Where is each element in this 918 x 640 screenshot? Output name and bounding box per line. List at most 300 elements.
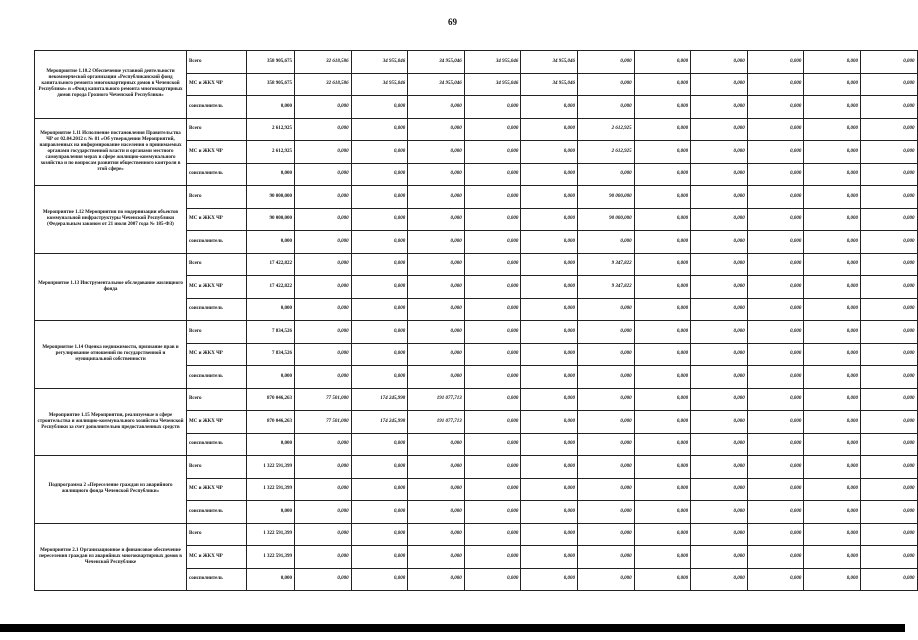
year-amount-cell: 0,000 xyxy=(351,118,408,141)
total-amount-cell: 358 905,675 xyxy=(247,73,295,96)
year-amount-cell: 0,000 xyxy=(634,96,691,119)
year-amount-cell: 0,000 xyxy=(295,456,352,479)
year-amount-cell: 0,000 xyxy=(747,388,804,411)
year-amount-cell: 0,000 xyxy=(577,321,634,344)
year-amount-cell: 0,000 xyxy=(521,433,578,456)
year-amount-cell: 0,000 xyxy=(804,276,861,299)
total-amount-cell: 0,000 xyxy=(247,568,295,591)
year-amount-cell: 0,000 xyxy=(860,343,917,366)
year-amount-cell: 0,000 xyxy=(860,208,917,231)
year-amount-cell: 0,000 xyxy=(577,456,634,479)
year-amount-cell: 0,000 xyxy=(804,321,861,344)
year-amount-cell: 0,000 xyxy=(408,141,465,164)
year-amount-cell: 0,000 xyxy=(521,298,578,321)
year-amount-cell: 0,000 xyxy=(860,478,917,501)
total-amount-cell: 0,000 xyxy=(247,96,295,119)
year-amount-cell: 0,000 xyxy=(804,388,861,411)
year-amount-cell: 0,000 xyxy=(747,343,804,366)
funding-source: соисполнитель xyxy=(187,501,247,524)
funding-source: соисполнитель xyxy=(187,433,247,456)
year-amount-cell: 0,000 xyxy=(634,163,691,186)
budget-table-body xyxy=(35,51,918,591)
year-amount-cell: 0,000 xyxy=(464,388,521,411)
year-amount-cell: 0,000 xyxy=(295,366,352,389)
year-amount-cell: 0,000 xyxy=(521,343,578,366)
funding-source: Всего xyxy=(187,186,247,209)
funding-source: соисполнитель xyxy=(187,298,247,321)
year-amount-cell: 0,000 xyxy=(804,478,861,501)
year-amount-cell: 34 955,046 xyxy=(351,73,408,96)
total-amount-cell: 1 322 591,399 xyxy=(247,456,295,479)
year-amount-cell: 0,000 xyxy=(804,51,861,74)
total-amount-cell: 1 322 591,399 xyxy=(247,523,295,546)
year-amount-cell: 0,000 xyxy=(804,411,861,434)
total-amount-cell: 17 422,822 xyxy=(247,253,295,276)
table-row xyxy=(35,51,918,74)
year-amount-cell: 0,000 xyxy=(464,501,521,524)
year-amount-cell: 0,000 xyxy=(691,253,748,276)
funding-source: МС и ЖКХ ЧР xyxy=(187,343,247,366)
year-amount-cell: 0,000 xyxy=(521,231,578,254)
year-amount-cell: 0,000 xyxy=(577,433,634,456)
year-amount-cell: 0,000 xyxy=(464,253,521,276)
year-amount-cell: 0,000 xyxy=(351,96,408,119)
year-amount-cell: 0,000 xyxy=(521,208,578,231)
measure-name: Мероприятие 1.13 Инструментальное обследование жилищного фонда xyxy=(35,253,187,321)
year-amount-cell: 0,000 xyxy=(521,118,578,141)
funding-source: МС и ЖКХ ЧР xyxy=(187,208,247,231)
year-amount-cell: 0,000 xyxy=(634,366,691,389)
year-amount-cell: 0,000 xyxy=(521,141,578,164)
year-amount-cell: 0,000 xyxy=(860,231,917,254)
total-amount-cell: 0,000 xyxy=(247,231,295,254)
year-amount-cell: 77 501,000 xyxy=(295,388,352,411)
year-amount-cell: 0,000 xyxy=(860,388,917,411)
year-amount-cell: 0,000 xyxy=(464,163,521,186)
table-row xyxy=(35,253,918,276)
year-amount-cell: 0,000 xyxy=(691,523,748,546)
year-amount-cell: 0,000 xyxy=(521,321,578,344)
funding-source: Всего xyxy=(187,51,247,74)
year-amount-cell: 0,000 xyxy=(464,366,521,389)
measure-name: Мероприятие 1.11 Исполнение постановления Правительства ЧР от 02.04.2012 г. № 81 «Об утверждении Мероприятий, направленных на информирование населения о принимаемых органами государственной власти и органами местного самоуправления мерах в сфере жилищно-коммунального хозяйства и по вопросам развития общественного контроля в этой сфере» xyxy=(35,118,187,186)
year-amount-cell: 0,000 xyxy=(408,96,465,119)
total-amount-cell: 1 322 591,399 xyxy=(247,478,295,501)
year-amount-cell: 0,000 xyxy=(464,208,521,231)
year-amount-cell: 0,000 xyxy=(295,231,352,254)
year-amount-cell: 34 955,046 xyxy=(521,73,578,96)
year-amount-cell: 0,000 xyxy=(351,366,408,389)
year-amount-cell: 0,000 xyxy=(634,51,691,74)
year-amount-cell: 0,000 xyxy=(860,321,917,344)
year-amount-cell: 0,000 xyxy=(634,568,691,591)
year-amount-cell: 0,000 xyxy=(464,478,521,501)
year-amount-cell: 0,000 xyxy=(408,231,465,254)
funding-source: Всего xyxy=(187,321,247,344)
year-amount-cell: 0,000 xyxy=(634,253,691,276)
total-amount-cell: 1 322 591,399 xyxy=(247,546,295,569)
year-amount-cell: 0,000 xyxy=(634,118,691,141)
year-amount-cell: 0,000 xyxy=(860,411,917,434)
year-amount-cell: 0,000 xyxy=(860,546,917,569)
year-amount-cell: 0,000 xyxy=(577,411,634,434)
year-amount-cell: 0,000 xyxy=(691,366,748,389)
year-amount-cell: 0,000 xyxy=(804,546,861,569)
year-amount-cell: 0,000 xyxy=(408,253,465,276)
funding-source: соисполнитель xyxy=(187,568,247,591)
year-amount-cell: 2 612,925 xyxy=(577,118,634,141)
total-amount-cell: 0,000 xyxy=(247,163,295,186)
year-amount-cell: 0,000 xyxy=(295,501,352,524)
year-amount-cell: 0,000 xyxy=(295,96,352,119)
year-amount-cell: 0,000 xyxy=(351,276,408,299)
year-amount-cell: 0,000 xyxy=(408,118,465,141)
funding-source: соисполнитель xyxy=(187,366,247,389)
year-amount-cell: 0,000 xyxy=(464,276,521,299)
total-amount-cell: 2 612,925 xyxy=(247,118,295,141)
funding-source: соисполнитель xyxy=(187,163,247,186)
year-amount-cell: 0,000 xyxy=(634,73,691,96)
year-amount-cell: 0,000 xyxy=(577,366,634,389)
year-amount-cell: 32 618,586 xyxy=(295,73,352,96)
year-amount-cell: 0,000 xyxy=(351,141,408,164)
year-amount-cell: 0,000 xyxy=(747,321,804,344)
year-amount-cell: 0,000 xyxy=(691,568,748,591)
year-amount-cell: 0,000 xyxy=(747,478,804,501)
year-amount-cell: 0,000 xyxy=(634,388,691,411)
year-amount-cell: 0,000 xyxy=(577,546,634,569)
year-amount-cell: 0,000 xyxy=(351,343,408,366)
year-amount-cell: 0,000 xyxy=(577,501,634,524)
year-amount-cell: 0,000 xyxy=(747,568,804,591)
year-amount-cell: 32 618,586 xyxy=(295,51,352,74)
year-amount-cell: 0,000 xyxy=(747,51,804,74)
year-amount-cell: 0,000 xyxy=(691,433,748,456)
year-amount-cell: 0,000 xyxy=(634,343,691,366)
year-amount-cell: 0,000 xyxy=(860,186,917,209)
year-amount-cell: 2 612,925 xyxy=(577,141,634,164)
year-amount-cell: 0,000 xyxy=(747,298,804,321)
table-row xyxy=(35,321,918,344)
year-amount-cell: 0,000 xyxy=(408,478,465,501)
funding-source: соисполнитель xyxy=(187,231,247,254)
measure-name: Мероприятие 1.14 Оценка недвижимости, признание прав и регулирование отношений по государственной и муниципальной собственности xyxy=(35,321,187,389)
year-amount-cell: 0,000 xyxy=(295,208,352,231)
total-amount-cell: 7 834,526 xyxy=(247,321,295,344)
year-amount-cell: 0,000 xyxy=(860,253,917,276)
year-amount-cell: 0,000 xyxy=(634,298,691,321)
year-amount-cell: 0,000 xyxy=(295,298,352,321)
year-amount-cell: 0,000 xyxy=(804,366,861,389)
total-amount-cell: 90 000,000 xyxy=(247,186,295,209)
year-amount-cell: 0,000 xyxy=(295,433,352,456)
year-amount-cell: 0,000 xyxy=(634,523,691,546)
year-amount-cell: 77 501,000 xyxy=(295,411,352,434)
funding-source: Всего xyxy=(187,253,247,276)
year-amount-cell: 0,000 xyxy=(747,163,804,186)
year-amount-cell: 0,000 xyxy=(408,321,465,344)
year-amount-cell: 0,000 xyxy=(634,456,691,479)
year-amount-cell: 0,000 xyxy=(747,141,804,164)
year-amount-cell: 0,000 xyxy=(691,51,748,74)
year-amount-cell: 0,000 xyxy=(860,456,917,479)
table-row xyxy=(35,456,918,479)
year-amount-cell: 0,000 xyxy=(747,73,804,96)
year-amount-cell: 0,000 xyxy=(691,163,748,186)
year-amount-cell: 0,000 xyxy=(521,523,578,546)
year-amount-cell: 0,000 xyxy=(408,343,465,366)
year-amount-cell: 0,000 xyxy=(747,253,804,276)
year-amount-cell: 0,000 xyxy=(295,321,352,344)
year-amount-cell: 0,000 xyxy=(634,208,691,231)
funding-source: МС и ЖКХ ЧР xyxy=(187,478,247,501)
year-amount-cell: 0,000 xyxy=(691,411,748,434)
year-amount-cell: 0,000 xyxy=(521,388,578,411)
year-amount-cell: 0,000 xyxy=(860,298,917,321)
scan-bottom-edge xyxy=(0,624,905,632)
year-amount-cell: 0,000 xyxy=(295,478,352,501)
measure-name: Мероприятие 1.15 Мероприятия, реализуемые в сфере строительства и жилищно-коммунального хозяйства Чеченской Республики за счет дополнительно предоставленных средств xyxy=(35,388,187,456)
year-amount-cell: 0,000 xyxy=(860,141,917,164)
year-amount-cell: 191 077,713 xyxy=(408,411,465,434)
year-amount-cell: 0,000 xyxy=(521,163,578,186)
year-amount-cell: 0,000 xyxy=(521,501,578,524)
year-amount-cell: 9 347,822 xyxy=(577,276,634,299)
year-amount-cell: 0,000 xyxy=(521,96,578,119)
year-amount-cell: 0,000 xyxy=(691,321,748,344)
year-amount-cell: 0,000 xyxy=(464,231,521,254)
year-amount-cell: 0,000 xyxy=(804,523,861,546)
year-amount-cell: 0,000 xyxy=(464,186,521,209)
year-amount-cell: 0,000 xyxy=(804,456,861,479)
total-amount-cell: 0,000 xyxy=(247,366,295,389)
year-amount-cell: 0,000 xyxy=(464,298,521,321)
year-amount-cell: 0,000 xyxy=(577,231,634,254)
year-amount-cell: 0,000 xyxy=(691,276,748,299)
year-amount-cell: 0,000 xyxy=(351,186,408,209)
year-amount-cell: 0,000 xyxy=(577,568,634,591)
year-amount-cell: 0,000 xyxy=(464,141,521,164)
year-amount-cell: 0,000 xyxy=(521,546,578,569)
year-amount-cell: 0,000 xyxy=(351,501,408,524)
year-amount-cell: 0,000 xyxy=(634,433,691,456)
year-amount-cell: 0,000 xyxy=(464,433,521,456)
total-amount-cell: 870 046,263 xyxy=(247,388,295,411)
year-amount-cell: 0,000 xyxy=(747,276,804,299)
year-amount-cell: 0,000 xyxy=(804,208,861,231)
year-amount-cell: 0,000 xyxy=(860,501,917,524)
year-amount-cell: 0,000 xyxy=(860,163,917,186)
year-amount-cell: 0,000 xyxy=(351,231,408,254)
year-amount-cell: 0,000 xyxy=(351,546,408,569)
year-amount-cell: 0,000 xyxy=(747,96,804,119)
year-amount-cell: 0,000 xyxy=(577,51,634,74)
year-amount-cell: 0,000 xyxy=(691,73,748,96)
funding-source: Всего xyxy=(187,388,247,411)
year-amount-cell: 0,000 xyxy=(634,186,691,209)
year-amount-cell: 0,000 xyxy=(408,186,465,209)
year-amount-cell: 0,000 xyxy=(408,298,465,321)
year-amount-cell: 0,000 xyxy=(521,478,578,501)
total-amount-cell: 17 422,822 xyxy=(247,276,295,299)
total-amount-cell: 358 905,675 xyxy=(247,51,295,74)
year-amount-cell: 0,000 xyxy=(804,433,861,456)
year-amount-cell: 0,000 xyxy=(691,546,748,569)
year-amount-cell: 0,000 xyxy=(577,73,634,96)
year-amount-cell: 0,000 xyxy=(860,433,917,456)
year-amount-cell: 0,000 xyxy=(804,343,861,366)
measure-name: Подпрограмма 2 «Переселение граждан из аварийного жилищного фонда Чеченской Республики» xyxy=(35,456,187,524)
year-amount-cell: 0,000 xyxy=(804,96,861,119)
year-amount-cell: 0,000 xyxy=(295,546,352,569)
year-amount-cell: 0,000 xyxy=(295,568,352,591)
year-amount-cell: 0,000 xyxy=(351,253,408,276)
table-row xyxy=(35,388,918,411)
funding-source: Всего xyxy=(187,456,247,479)
year-amount-cell: 0,000 xyxy=(634,478,691,501)
total-amount-cell: 7 834,526 xyxy=(247,343,295,366)
total-amount-cell: 2 612,925 xyxy=(247,141,295,164)
year-amount-cell: 0,000 xyxy=(860,96,917,119)
year-amount-cell: 0,000 xyxy=(691,96,748,119)
year-amount-cell: 0,000 xyxy=(804,73,861,96)
year-amount-cell: 0,000 xyxy=(464,546,521,569)
year-amount-cell: 0,000 xyxy=(804,141,861,164)
year-amount-cell: 0,000 xyxy=(747,118,804,141)
funding-source: Всего xyxy=(187,523,247,546)
year-amount-cell: 0,000 xyxy=(295,276,352,299)
year-amount-cell: 0,000 xyxy=(747,231,804,254)
year-amount-cell: 0,000 xyxy=(691,298,748,321)
year-amount-cell: 0,000 xyxy=(691,186,748,209)
table-row xyxy=(35,523,918,546)
year-amount-cell: 0,000 xyxy=(691,388,748,411)
year-amount-cell: 0,000 xyxy=(408,366,465,389)
year-amount-cell: 0,000 xyxy=(295,118,352,141)
total-amount-cell: 0,000 xyxy=(247,298,295,321)
year-amount-cell: 0,000 xyxy=(464,118,521,141)
year-amount-cell: 0,000 xyxy=(577,96,634,119)
page-number: 69 xyxy=(448,17,457,27)
year-amount-cell: 0,000 xyxy=(747,366,804,389)
year-amount-cell: 0,000 xyxy=(408,568,465,591)
year-amount-cell: 0,000 xyxy=(295,141,352,164)
total-amount-cell: 90 000,000 xyxy=(247,208,295,231)
year-amount-cell: 0,000 xyxy=(351,456,408,479)
year-amount-cell: 0,000 xyxy=(804,568,861,591)
year-amount-cell: 0,000 xyxy=(521,366,578,389)
year-amount-cell: 0,000 xyxy=(691,208,748,231)
year-amount-cell: 0,000 xyxy=(577,163,634,186)
year-amount-cell: 0,000 xyxy=(747,208,804,231)
funding-source: Всего xyxy=(187,118,247,141)
year-amount-cell: 0,000 xyxy=(351,568,408,591)
year-amount-cell: 0,000 xyxy=(860,568,917,591)
year-amount-cell: 0,000 xyxy=(577,523,634,546)
year-amount-cell: 0,000 xyxy=(634,411,691,434)
year-amount-cell: 0,000 xyxy=(804,186,861,209)
year-amount-cell: 0,000 xyxy=(351,163,408,186)
funding-source: соисполнитель xyxy=(187,96,247,119)
year-amount-cell: 0,000 xyxy=(408,433,465,456)
year-amount-cell: 0,000 xyxy=(804,501,861,524)
year-amount-cell: 0,000 xyxy=(747,546,804,569)
year-amount-cell: 34 955,046 xyxy=(351,51,408,74)
funding-source: МС и ЖКХ ЧР xyxy=(187,411,247,434)
total-amount-cell: 870 046,263 xyxy=(247,411,295,434)
year-amount-cell: 0,000 xyxy=(295,343,352,366)
budget-table xyxy=(34,50,918,591)
year-amount-cell: 0,000 xyxy=(351,298,408,321)
year-amount-cell: 0,000 xyxy=(351,433,408,456)
year-amount-cell: 0,000 xyxy=(860,73,917,96)
year-amount-cell: 0,000 xyxy=(408,163,465,186)
year-amount-cell: 34 955,046 xyxy=(408,51,465,74)
year-amount-cell: 0,000 xyxy=(577,478,634,501)
measure-name: Мероприятие 1.12 Мероприятия по модернизации объектов коммунальной инфраструктуры Чеченской Республики (Федеральным законом от 21 июля 2007 года № 185-ФЗ) xyxy=(35,186,187,254)
year-amount-cell: 0,000 xyxy=(634,321,691,344)
year-amount-cell: 0,000 xyxy=(464,343,521,366)
year-amount-cell: 0,000 xyxy=(634,141,691,164)
year-amount-cell: 0,000 xyxy=(747,411,804,434)
year-amount-cell: 0,000 xyxy=(747,523,804,546)
year-amount-cell: 0,000 xyxy=(860,51,917,74)
year-amount-cell: 0,000 xyxy=(860,118,917,141)
year-amount-cell: 9 347,822 xyxy=(577,253,634,276)
year-amount-cell: 0,000 xyxy=(634,546,691,569)
year-amount-cell: 0,000 xyxy=(464,96,521,119)
total-amount-cell: 0,000 xyxy=(247,433,295,456)
year-amount-cell: 0,000 xyxy=(295,523,352,546)
funding-source: МС и ЖКХ ЧР xyxy=(187,73,247,96)
year-amount-cell: 174 245,998 xyxy=(351,388,408,411)
funding-source: МС и ЖКХ ЧР xyxy=(187,141,247,164)
year-amount-cell: 0,000 xyxy=(691,343,748,366)
year-amount-cell: 0,000 xyxy=(577,388,634,411)
year-amount-cell: 0,000 xyxy=(521,186,578,209)
total-amount-cell: 0,000 xyxy=(247,501,295,524)
funding-source: МС и ЖКХ ЧР xyxy=(187,546,247,569)
year-amount-cell: 0,000 xyxy=(747,501,804,524)
year-amount-cell: 0,000 xyxy=(804,298,861,321)
year-amount-cell: 90 000,000 xyxy=(577,186,634,209)
year-amount-cell: 0,000 xyxy=(521,253,578,276)
year-amount-cell: 0,000 xyxy=(521,411,578,434)
year-amount-cell: 0,000 xyxy=(464,321,521,344)
year-amount-cell: 0,000 xyxy=(464,568,521,591)
year-amount-cell: 0,000 xyxy=(747,433,804,456)
year-amount-cell: 0,000 xyxy=(408,456,465,479)
year-amount-cell: 174 245,998 xyxy=(351,411,408,434)
year-amount-cell: 0,000 xyxy=(691,456,748,479)
year-amount-cell: 0,000 xyxy=(464,456,521,479)
measure-name: Мероприятие 1.10.2 Обеспечение уставной деятельности некоммерческой организации «Республиканский фонд капитального ремонта многоквартирных домов в Чеченской Республике» и «Фонд капитального ремонта многоквартирных домов города Грозного Чеченской Республики» xyxy=(35,51,187,119)
year-amount-cell: 34 955,046 xyxy=(408,73,465,96)
year-amount-cell: 0,000 xyxy=(747,186,804,209)
year-amount-cell: 0,000 xyxy=(634,276,691,299)
year-amount-cell: 0,000 xyxy=(408,546,465,569)
year-amount-cell: 0,000 xyxy=(804,163,861,186)
year-amount-cell: 0,000 xyxy=(351,523,408,546)
year-amount-cell: 0,000 xyxy=(804,231,861,254)
year-amount-cell: 0,000 xyxy=(860,523,917,546)
year-amount-cell: 0,000 xyxy=(464,523,521,546)
year-amount-cell: 34 955,046 xyxy=(464,51,521,74)
year-amount-cell: 0,000 xyxy=(691,118,748,141)
year-amount-cell: 0,000 xyxy=(351,478,408,501)
year-amount-cell: 0,000 xyxy=(351,321,408,344)
year-amount-cell: 0,000 xyxy=(691,478,748,501)
